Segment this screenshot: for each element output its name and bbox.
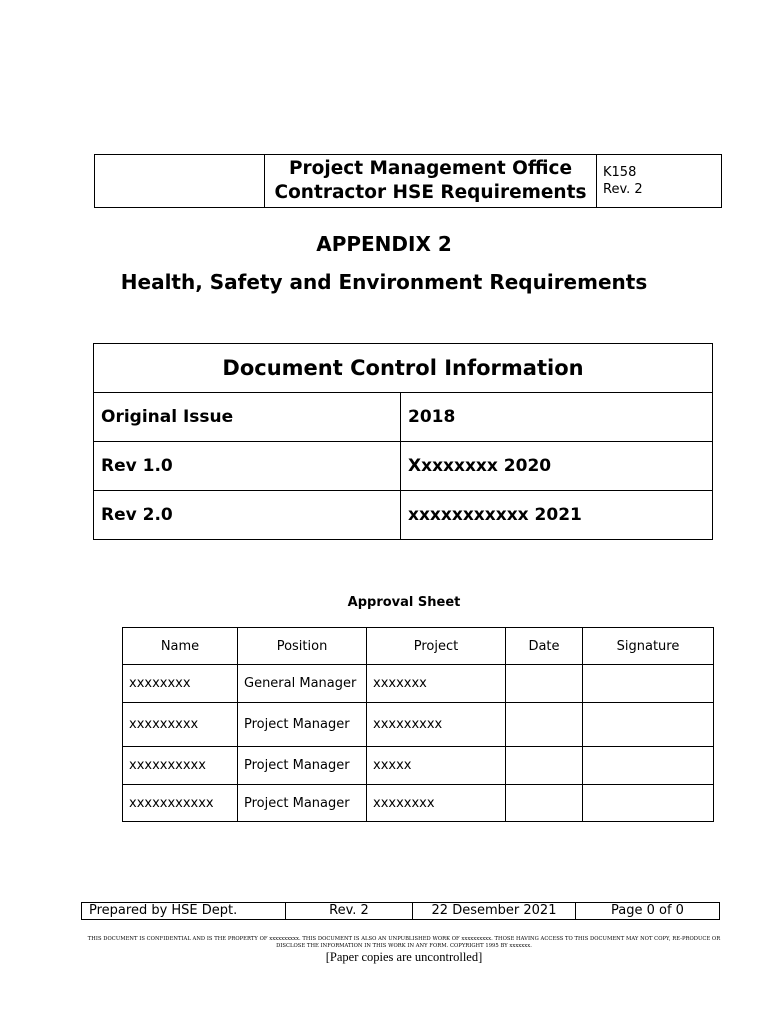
appendix-title: APPENDIX 2 — [316, 232, 452, 256]
table-row — [123, 665, 714, 703]
table-row — [94, 491, 713, 540]
dc-value: xxxxxxxxxxx 2021 — [401, 491, 713, 540]
approver-position: Project Manager — [238, 785, 367, 822]
header-box — [94, 154, 722, 208]
col-header-position: Position — [238, 628, 367, 665]
signature-cell — [583, 665, 714, 703]
signature-cell — [583, 747, 714, 785]
signature-cell — [583, 785, 714, 822]
table-row — [94, 442, 713, 491]
paper-copy-note: [Paper copies are uncontrolled] — [325, 950, 483, 964]
header-revision: Rev. 2 — [603, 182, 643, 197]
col-header-date: Date — [506, 628, 583, 665]
col-header-signature: Signature — [583, 628, 714, 665]
header-code-cell — [597, 155, 722, 208]
approver-position: General Manager — [238, 665, 367, 703]
approval-date-cell — [506, 785, 583, 822]
col-header-project: Project — [367, 628, 506, 665]
confidentiality-notice: THIS DOCUMENT IS CONFIDENTIAL AND IS THE PROPERTY OF xxxxxxxxxx. THIS DOCUMENT IS ALSO AN UNPUBLISHED WORK OF xxxxxxxxxx. THOSE HAVING ACCESS TO THIS DOCUMENT MAY NOT COPY, RE-PRODUCE OR DISCLOSE THE INFORMATION IN THIS WORK IN ANY FORM. COPYRIGHT 1995 BY xxxxxxx. — [87, 936, 721, 949]
header-logo-cell — [95, 155, 265, 208]
appendix-subtitle: Health, Safety and Environment Requirements — [120, 270, 648, 294]
doc-code: K158 — [603, 165, 637, 180]
dc-value: Xxxxxxxx 2020 — [401, 442, 713, 491]
dc-label: Rev 2.0 — [94, 491, 401, 540]
approver-name: xxxxxxxxxx — [123, 747, 238, 785]
approver-position: Project Manager — [238, 747, 367, 785]
dc-value: 2018 — [401, 393, 713, 442]
footer-date: 22 Desember 2021 — [413, 903, 576, 920]
approver-project: xxxxxxx — [367, 665, 506, 703]
document-control-heading: Document Control Information — [94, 344, 713, 393]
footer-page-number: Page 0 of 0 — [576, 903, 720, 920]
approval-date-cell — [506, 703, 583, 747]
approver-name: xxxxxxxxxxx — [123, 785, 238, 822]
document-control-table — [93, 343, 713, 540]
footer-revision: Rev. 2 — [286, 903, 413, 920]
approval-table — [122, 627, 714, 822]
signature-cell — [583, 703, 714, 747]
footer-table — [81, 902, 720, 920]
table-row — [94, 393, 713, 442]
approval-date-cell — [506, 665, 583, 703]
table-row — [123, 785, 714, 822]
approver-name: xxxxxxxxx — [123, 703, 238, 747]
table-row — [123, 747, 714, 785]
dc-label: Rev 1.0 — [94, 442, 401, 491]
dc-label: Original Issue — [94, 393, 401, 442]
table-row — [123, 703, 714, 747]
footer-prepared-by: Prepared by HSE Dept. — [82, 903, 286, 920]
header-title-line1: Project Management Office — [288, 158, 573, 179]
col-header-name: Name — [123, 628, 238, 665]
approval-sheet-title: Approval Sheet — [347, 595, 461, 610]
approver-project: xxxxxxxxx — [367, 703, 506, 747]
approval-header-row — [123, 628, 714, 665]
header-title-line2: Contractor HSE Requirements — [274, 182, 587, 203]
approver-name: xxxxxxxx — [123, 665, 238, 703]
header-title-cell — [265, 155, 597, 208]
approver-project: xxxxxxxx — [367, 785, 506, 822]
approver-project: xxxxx — [367, 747, 506, 785]
approver-position: Project Manager — [238, 703, 367, 747]
approval-date-cell — [506, 747, 583, 785]
